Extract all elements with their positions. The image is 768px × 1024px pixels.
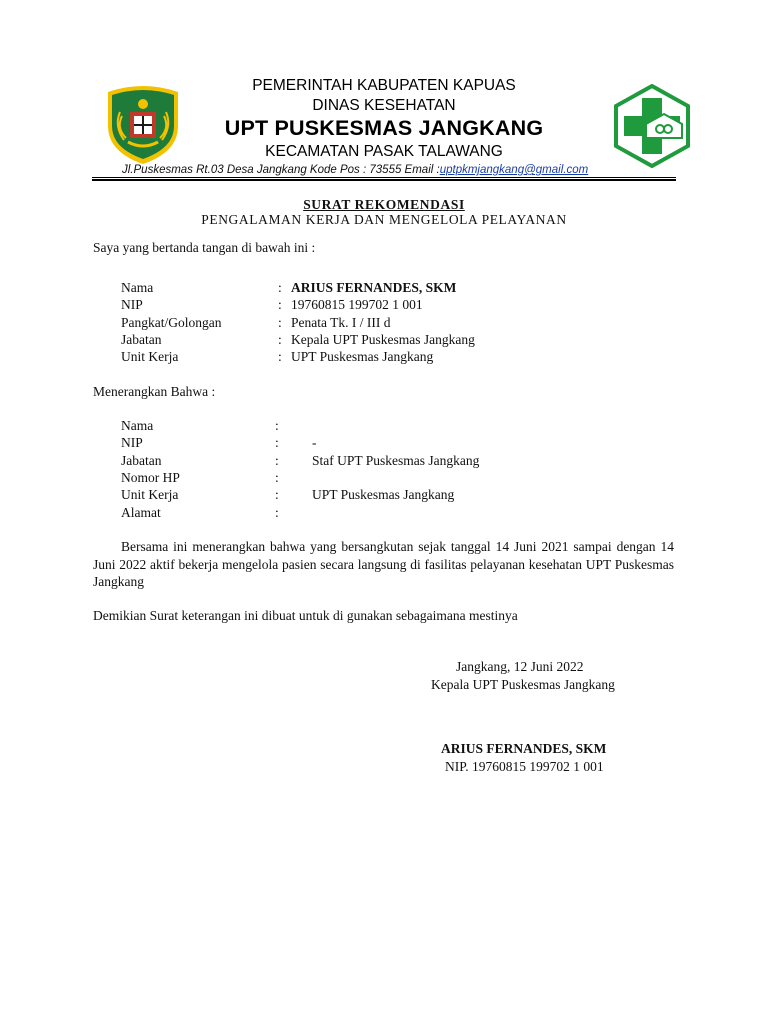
field-value: -	[312, 435, 317, 450]
field-colon: :	[278, 315, 282, 330]
field-value: ARIUS FERNANDES, SKM	[291, 280, 457, 295]
field-colon: :	[275, 435, 279, 450]
field-colon: :	[275, 487, 279, 502]
field-label: Nama	[121, 280, 154, 295]
document-title: SURAT REKOMENDASI	[303, 197, 465, 212]
field-colon: :	[278, 280, 282, 295]
letterhead-department: DINAS KESEHATAN	[312, 97, 456, 114]
field-colon: :	[278, 332, 282, 347]
letterhead-institution: UPT PUSKESMAS JANGKANG	[224, 116, 544, 140]
signature-place-date: Jangkang, 12 Juni 2022	[456, 659, 584, 674]
field-label: Unit Kerja	[121, 349, 179, 364]
field-label: Jabatan	[121, 453, 162, 468]
field-label: Nomor HP	[121, 470, 180, 485]
field-label: NIP	[121, 297, 143, 312]
field-label: NIP	[121, 435, 143, 450]
field-value: Penata Tk. I / III d	[291, 315, 391, 330]
letterhead-address	[122, 164, 588, 176]
field-colon: :	[278, 297, 282, 312]
field-value: UPT Puskesmas Jangkang	[312, 487, 455, 502]
field-colon: :	[275, 418, 279, 433]
signature-nip: NIP. 19760815 199702 1 001	[445, 759, 604, 774]
letterhead-divider	[92, 177, 676, 178]
field-label: Alamat	[121, 505, 161, 520]
field-colon: :	[275, 453, 279, 468]
explains-label: Menerangkan Bahwa :	[93, 384, 216, 399]
email-link[interactable]: uptpkmjangkang@gmail.com	[439, 164, 589, 176]
field-value: Staf UPT Puskesmas Jangkang	[312, 453, 480, 468]
field-value: 19760815 199702 1 001	[291, 297, 423, 312]
field-colon: :	[275, 470, 279, 485]
field-colon: :	[278, 349, 282, 364]
field-value: UPT Puskesmas Jangkang	[291, 349, 434, 364]
closing-text: Demikian Surat keterangan ini dibuat untuk di gunakan sebagaimana mestinya	[93, 608, 518, 623]
kapuas-regency-crest-icon	[100, 82, 186, 166]
address-text: Jl.Puskesmas Rt.03 Desa Jangkang Kode Pos : 73555 Email :	[122, 164, 440, 176]
document-subtitle: PENGALAMAN KERJA DAN MENGELOLA PELAYANAN	[201, 212, 567, 227]
field-colon: :	[275, 505, 279, 520]
signature-position: Kepala UPT Puskesmas Jangkang	[431, 677, 615, 692]
body-paragraph-text: Bersama ini menerangkan bahwa yang bersangkutan sejak tanggal 14 Juni 2021 sampai dengan 14 Juni 2022 aktif bekerja mengelola pasien secara langsung di fasilitas pelayanan kesehatan UPT Puskesmas Jangkang	[93, 539, 674, 589]
intro-text: Saya yang bertanda tangan di bawah ini :	[93, 240, 316, 255]
puskesmas-cross-icon	[610, 84, 694, 168]
body-paragraph	[93, 538, 674, 591]
field-label: Unit Kerja	[121, 487, 179, 502]
signature-name: ARIUS FERNANDES, SKM	[441, 741, 607, 756]
letterhead-divider-thick	[92, 179, 676, 181]
letterhead-government: PEMERINTAH KABUPATEN KAPUAS	[252, 77, 516, 94]
field-label: Jabatan	[121, 332, 162, 347]
letterhead-district: KECAMATAN PASAK TALAWANG	[265, 143, 503, 160]
field-label: Nama	[121, 418, 154, 433]
field-label: Pangkat/Golongan	[121, 315, 222, 330]
field-value: Kepala UPT Puskesmas Jangkang	[291, 332, 475, 347]
